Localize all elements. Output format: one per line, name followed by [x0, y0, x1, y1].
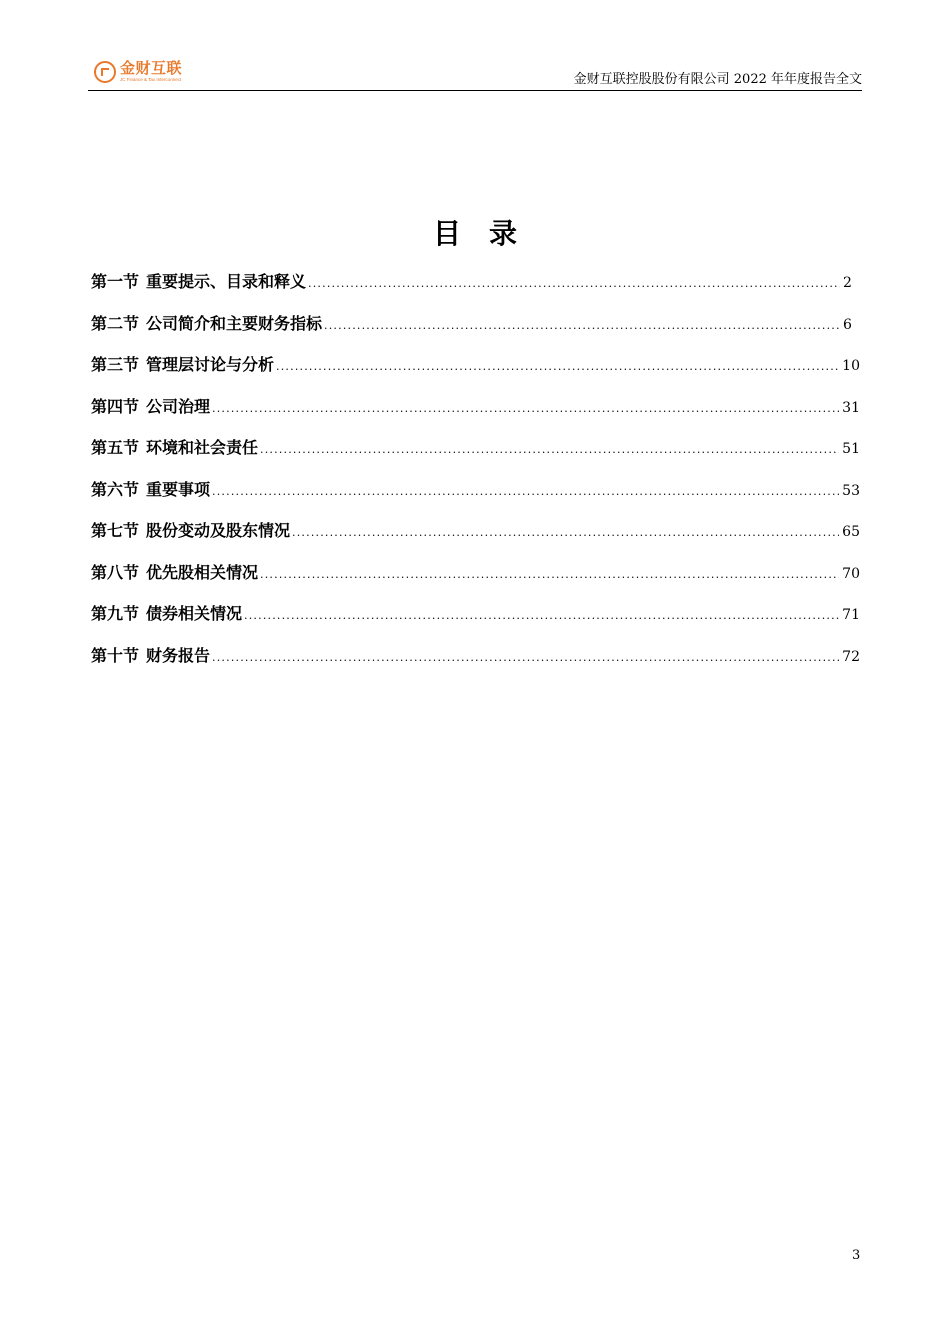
toc-entry-label	[91, 270, 306, 294]
toc-entry-page: 71	[842, 607, 860, 623]
toc-entry-page: 2	[843, 275, 852, 291]
toc-entry-name: 财务报告	[146, 645, 211, 665]
dot-leader	[308, 272, 840, 296]
report-title: 金财互联控股股份有限公司 2022 年年度报告全文	[573, 72, 862, 87]
toc-entry-page: 53	[842, 482, 860, 499]
dot-leader	[244, 604, 839, 628]
table-of-contents	[91, 270, 860, 685]
toc-entry-label	[91, 602, 242, 626]
toc-entry-page: 10	[842, 358, 860, 374]
toc-entry-label	[91, 312, 322, 336]
toc-entry-section: 第六节	[91, 479, 140, 499]
toc-entry-name: 管理层讨论与分析	[146, 355, 275, 374]
toc-entry-page: 72	[842, 648, 860, 665]
dot-leader	[260, 438, 839, 462]
toc-entry-name: 重要提示、目录和释义	[146, 272, 307, 291]
dot-leader	[212, 480, 839, 504]
toc-entry-name: 债券相关情况	[146, 604, 243, 623]
toc-entry-section: 第二节	[91, 313, 140, 333]
toc-entry-name: 股份变动及股东情况	[146, 521, 291, 540]
toc-entry-section: 第一节	[91, 272, 140, 291]
toc-entry-label	[91, 395, 210, 419]
toc-entry-label	[91, 436, 258, 460]
logo-text	[120, 61, 182, 83]
company-logo	[94, 58, 182, 86]
toc-entry-page: 31	[842, 399, 860, 416]
toc-entry-section: 第四节	[91, 396, 140, 416]
toc-entry[interactable]	[91, 395, 860, 437]
toc-entry-name: 环境和社会责任	[146, 438, 259, 457]
dot-leader	[276, 355, 839, 379]
toc-entry[interactable]	[91, 644, 860, 686]
toc-entry-name: 公司简介和主要财务指标	[146, 313, 323, 333]
toc-entry-page: 51	[842, 441, 860, 457]
toc-entry-label	[91, 644, 210, 668]
toc-entry-page: 6	[843, 316, 852, 333]
toc-entry-section: 第七节	[91, 521, 140, 540]
page-number: 3	[852, 1248, 861, 1263]
logo-mark-icon	[94, 61, 116, 83]
toc-entry-section: 第九节	[91, 604, 140, 623]
toc-entry-label	[91, 353, 274, 377]
toc-entry-name: 优先股相关情况	[146, 562, 259, 582]
dot-leader	[324, 314, 840, 338]
toc-entry[interactable]	[91, 353, 860, 395]
page-header	[88, 54, 862, 91]
toc-entry[interactable]	[91, 312, 860, 354]
toc-heading: 目录	[432, 217, 545, 250]
toc-entry[interactable]	[91, 478, 860, 520]
toc-entry-name: 公司治理	[146, 396, 211, 416]
toc-entry-label	[91, 519, 290, 543]
toc-entry-page: 70	[842, 565, 860, 582]
toc-entry-section: 第五节	[91, 438, 140, 457]
toc-entry-page: 65	[842, 524, 860, 540]
toc-entry[interactable]	[91, 519, 860, 561]
dot-leader	[212, 646, 839, 670]
toc-entry[interactable]	[91, 270, 860, 312]
logo-cn-text: 金财互联	[120, 59, 183, 78]
dot-leader	[260, 563, 839, 587]
toc-entry-label	[91, 478, 210, 502]
toc-entry-name: 重要事项	[146, 479, 211, 499]
toc-entry-section: 第八节	[91, 562, 140, 582]
toc-entry[interactable]	[91, 561, 860, 603]
dot-leader	[212, 397, 839, 421]
toc-entry-section: 第十节	[91, 645, 140, 665]
toc-entry[interactable]	[91, 436, 860, 478]
logo-en-text: JC Finance & Tax Interconnect	[120, 77, 182, 83]
toc-entry-label	[91, 561, 258, 585]
dot-leader	[292, 521, 839, 545]
toc-entry-section: 第三节	[91, 355, 140, 374]
toc-entry[interactable]	[91, 602, 860, 644]
